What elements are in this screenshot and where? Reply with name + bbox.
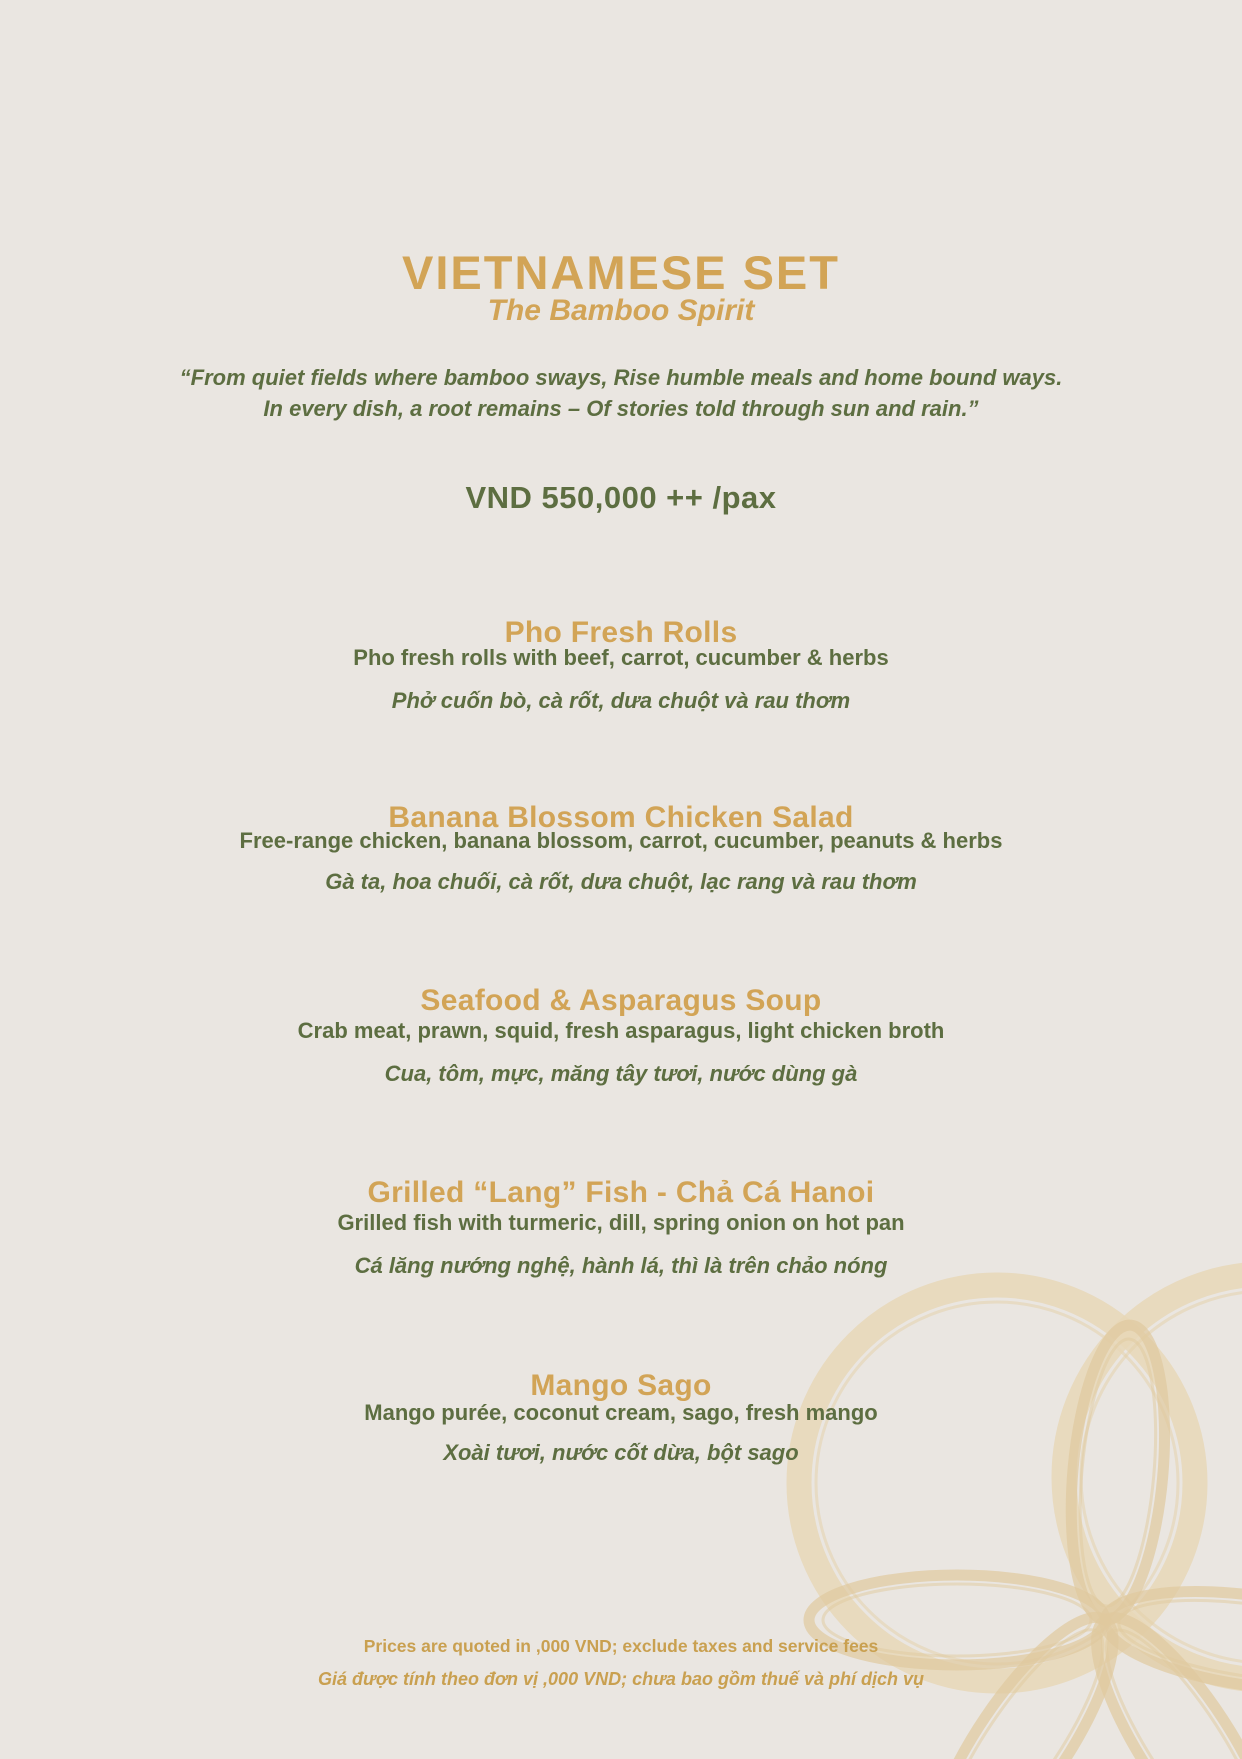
course-description-en: Grilled fish with turmeric, dill, spring onion on hot pan: [337, 1210, 905, 1235]
course-name-grilled-lang-fish: Grilled “Lang” Fish - Chả Cá Hanoi: [367, 1175, 875, 1209]
quote-line-2: In every dish, a root remains – Of stories told through sun and rain.”: [263, 396, 979, 421]
menu-title: VIETNAMESE SET: [401, 246, 840, 300]
course-description-vi: Cá lăng nướng nghệ, hành lá, thì là trên chảo nóng: [354, 1253, 888, 1278]
course-description-en: Mango purée, coconut cream, sago, fresh mango: [364, 1400, 878, 1425]
quote-line-1: “From quiet fields where bamboo sways, Rise humble meals and home bound ways.: [179, 365, 1063, 390]
course-description-vi: Phở cuốn bò, cà rốt, dưa chuột và rau thơm: [391, 688, 851, 713]
set-price: VND 550,000 ++ /pax: [465, 480, 777, 515]
menu-subtitle: The Bamboo Spirit: [487, 294, 755, 327]
course-name-seafood-asparagus-soup: Seafood & Asparagus Soup: [420, 983, 822, 1017]
menu-quote: [0, 362, 1242, 424]
course-name-pho-fresh-rolls: Pho Fresh Rolls: [504, 615, 738, 649]
footer-note-vi: Giá được tính theo đơn vị ,000 VND; chưa bao gồm thuế và phí dịch vụ: [318, 1669, 924, 1689]
course-description-vi: Gà ta, hoa chuối, cà rốt, dưa chuột, lạc rang và rau thơm: [325, 869, 917, 894]
course-description-vi: Cua, tôm, mực, măng tây tươi, nước dùng gà: [384, 1061, 858, 1086]
course-name-mango-sago: Mango Sago: [530, 1368, 712, 1402]
footer-note-en: Prices are quoted in ,000 VND; exclude taxes and service fees: [363, 1636, 879, 1656]
course-description-en: Free-range chicken, banana blossom, carrot, cucumber, peanuts & herbs: [239, 828, 1003, 853]
course-description-en: Crab meat, prawn, squid, fresh asparagus, light chicken broth: [297, 1018, 945, 1043]
course-name-banana-blossom-chicken-salad: Banana Blossom Chicken Salad: [388, 800, 854, 834]
course-description-en: Pho fresh rolls with beef, carrot, cucumber & herbs: [353, 645, 889, 670]
course-description-vi: Xoài tươi, nước cốt dừa, bột sago: [443, 1440, 799, 1465]
